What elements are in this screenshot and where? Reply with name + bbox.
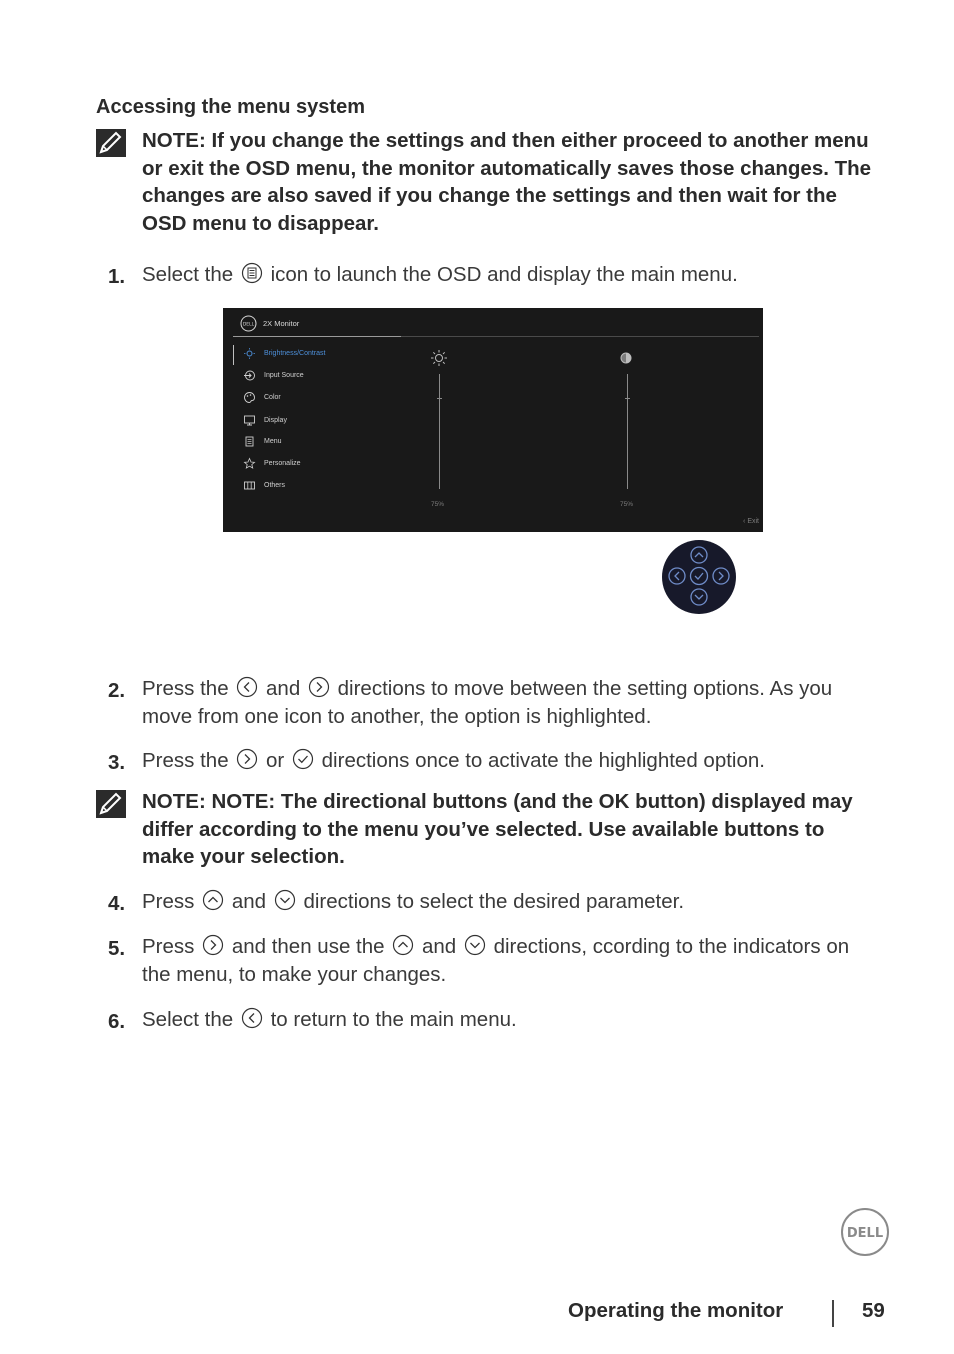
up-direction-icon <box>392 934 414 956</box>
osd-exit-button[interactable]: ‹ Exit <box>743 518 759 525</box>
note-text-2: NOTE: NOTE: The directional buttons (and the OK button) displayed may differ according to the menu you’ve selected. Use available buttons to make your selection. <box>142 790 853 868</box>
osd-model-name: 2X Monitor <box>263 319 300 328</box>
step-5 <box>108 933 878 988</box>
step-text: or <box>266 749 285 772</box>
step-text: directions to move between the setting options. As you move from one icon to another, the option is highlighted. <box>142 677 833 728</box>
input-source-icon <box>243 369 256 382</box>
step-text: directions to select the desired parameter. <box>303 890 685 913</box>
step-number: 3. <box>108 751 126 774</box>
step-text: and <box>231 890 267 913</box>
menu-button-icon <box>241 262 263 284</box>
step-text: Press the <box>142 749 229 772</box>
menu-list-icon <box>243 435 256 448</box>
step-text: directions, ccording to the indicators on the menu, to make your changes. <box>142 935 850 986</box>
brightness-contrast-icon <box>243 347 256 360</box>
step-text: and then use the <box>231 935 385 958</box>
step-text: Select the <box>142 1008 234 1031</box>
brightness-slider[interactable] <box>439 374 440 489</box>
step-text: Press <box>142 935 195 958</box>
step-text: Press <box>142 890 195 913</box>
right-direction-icon <box>308 676 330 698</box>
star-icon <box>243 457 256 470</box>
page-number: 59 <box>862 1299 885 1322</box>
step-text: Press the <box>142 677 229 700</box>
brightness-value: 75% <box>431 501 445 508</box>
dell-logo-icon <box>240 315 257 332</box>
joystick-navigation-icon <box>662 540 736 614</box>
footer-section-title: Operating the monitor <box>568 1299 784 1322</box>
brightness-sun-icon <box>430 349 448 367</box>
note-text-1: NOTE: If you change the settings and then either proceed to another menu or exit the OSD menu, the monitor automatically saves those changes. The changes are also saved if you change the settings and then wait for the OSD menu to disappear. <box>142 129 872 235</box>
step-3 <box>108 747 878 775</box>
right-direction-icon <box>202 934 224 956</box>
dell-logo-icon <box>840 1207 890 1257</box>
ok-check-icon <box>292 748 314 770</box>
chevron-left-icon: ‹ <box>743 518 748 525</box>
up-direction-icon <box>202 889 224 911</box>
step-text: icon to launch the OSD and display the main menu. <box>270 263 738 286</box>
step-number: 4. <box>108 892 126 915</box>
down-direction-icon <box>464 934 486 956</box>
display-monitor-icon <box>243 414 256 427</box>
step-number: 1. <box>108 265 126 288</box>
left-direction-icon <box>241 1007 263 1029</box>
step-number: 5. <box>108 937 126 960</box>
step-number: 2. <box>108 679 126 702</box>
step-text: and <box>266 677 301 700</box>
step-4 <box>108 888 878 916</box>
down-direction-icon <box>274 889 296 911</box>
step-number: 6. <box>108 1010 126 1033</box>
note-block-1 <box>96 127 876 237</box>
svg-text:DELL: DELL <box>846 1226 884 1241</box>
color-palette-icon <box>243 391 256 404</box>
footer-divider <box>832 1300 834 1327</box>
osd-main-menu-screenshot: DELL 2X Monitor Brightness/Contrast Input Source Color Display Menu Personalize Others 75% 75% ‹ Exit <box>223 308 763 532</box>
osd-selection-bar <box>233 345 234 365</box>
note-pencil-icon <box>96 790 126 818</box>
step-text: Select the <box>142 263 234 286</box>
contrast-value: 75% <box>620 501 634 508</box>
note-block-2 <box>96 788 876 871</box>
left-direction-icon <box>236 676 258 698</box>
svg-text:DELL: DELL <box>242 322 255 328</box>
note-pencil-icon <box>96 129 126 157</box>
contrast-slider[interactable] <box>627 374 628 489</box>
contrast-icon <box>620 352 632 364</box>
right-direction-icon <box>236 748 258 770</box>
section-heading: Accessing the menu system <box>96 96 365 118</box>
step-text: and <box>421 935 457 958</box>
step-text: to return to the main menu. <box>270 1008 517 1031</box>
others-icon <box>243 479 256 492</box>
step-2 <box>108 675 878 730</box>
step-text: directions once to activate the highlighted option. <box>321 749 765 772</box>
step-1 <box>108 261 878 289</box>
step-6 <box>108 1006 878 1034</box>
